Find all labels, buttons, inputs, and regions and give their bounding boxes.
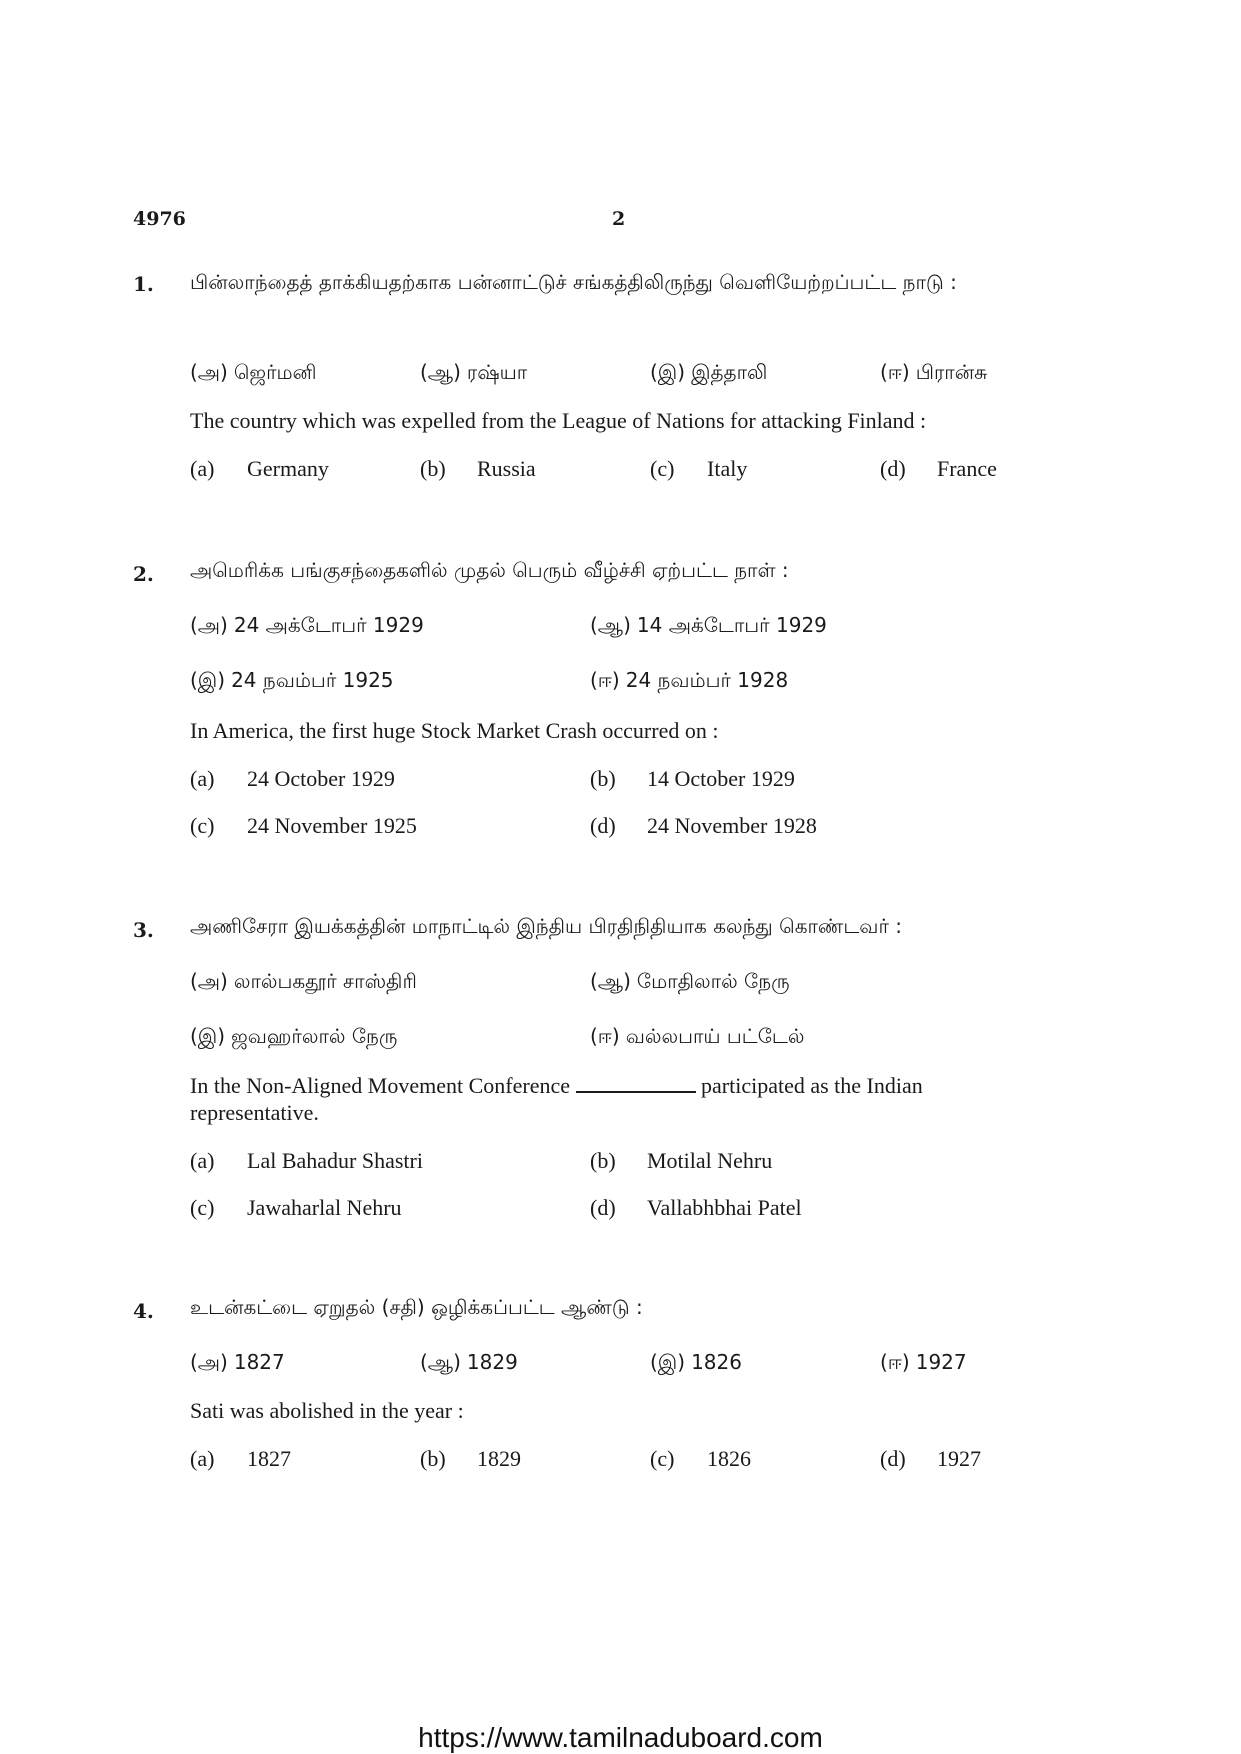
option-tamil-b: (ஆ) 1829 <box>420 1350 518 1374</box>
option-tamil-d: (ஈ) பிரான்சு <box>880 360 988 384</box>
paper-code: 4976 <box>133 208 186 230</box>
question-number: 1. <box>133 272 154 296</box>
page-number: 2 <box>612 208 626 230</box>
question-text-english-line2: representative. <box>190 1100 319 1125</box>
option-tamil-b: (ஆ) மோதிலால் நேரு <box>590 969 790 993</box>
question-text-tamil: அணிசேரா இயக்கத்தின் மாநாட்டில் இந்திய பிரதிநிதியாக கலந்து கொண்டவர் : <box>190 914 902 938</box>
option-english-a: (a) Lal Bahadur Shastri <box>190 1148 423 1173</box>
option-english-d: (d) France <box>880 456 997 481</box>
option-english-d: (d) 24 November 1928 <box>590 813 817 838</box>
option-tamil-d: (ஈ) 1927 <box>880 1350 967 1374</box>
question-number: 4. <box>133 1299 154 1323</box>
option-english-b: (b) 14 October 1929 <box>590 766 795 791</box>
option-english-b: (b) Russia <box>420 456 536 481</box>
option-tamil-b: (ஆ) ரஷ்யா <box>420 360 528 384</box>
option-english-a: (a) Germany <box>190 456 329 481</box>
option-english-c: (c) Jawaharlal Nehru <box>190 1195 402 1220</box>
option-english-b: (b) Motilal Nehru <box>590 1148 773 1173</box>
question-text-english: The country which was expelled from the League of Nations for attacking Finland : <box>190 408 927 433</box>
option-tamil-c: (இ) 24 நவம்பர் 1925 <box>190 668 394 692</box>
option-english-c: (c) 1826 <box>650 1446 751 1471</box>
option-tamil-a: (அ) லால்பகதூர் சாஸ்திரி <box>190 969 417 993</box>
option-tamil-c: (இ) ஜவஹர்லால் நேரு <box>190 1024 398 1048</box>
option-english-a: (a) 1827 <box>190 1446 291 1471</box>
option-tamil-d: (ஈ) வல்லபாய் பட்டேல் <box>590 1024 805 1048</box>
question-number: 2. <box>133 562 154 586</box>
option-english-d: (d) Vallabhbhai Patel <box>590 1195 802 1220</box>
option-english-d: (d) 1927 <box>880 1446 981 1471</box>
option-tamil-c: (இ) 1826 <box>650 1350 742 1374</box>
question-number: 3. <box>133 918 154 942</box>
option-tamil-c: (இ) இத்தாலி <box>650 360 768 384</box>
question-text-english: In the Non-Aligned Movement Conference participated as the Indian <box>190 1073 923 1098</box>
option-tamil-a: (அ) ஜெர்மனி <box>190 360 317 384</box>
question-text-english: In America, the first huge Stock Market Crash occurred on : <box>190 718 719 743</box>
question-text-tamil: பின்லாந்தைத் தாக்கியதற்காக பன்னாட்டுச் சங்கத்திலிருந்து வெளியேற்றப்பட்ட நாடு : <box>190 270 957 294</box>
question-text-tamil: உடன்கட்டை ஏறுதல் (சதி) ஒழிக்கப்பட்ட ஆண்டு : <box>190 1295 643 1319</box>
option-english-c: (c) Italy <box>650 456 748 481</box>
fill-in-blank <box>576 1073 696 1093</box>
question-text-english: Sati was abolished in the year : <box>190 1398 464 1423</box>
question-text-tamil: அமெரிக்க பங்குசந்தைகளில் முதல் பெரும் வீழ்ச்சி ஏற்பட்ட நாள் : <box>190 558 789 582</box>
option-english-b: (b) 1829 <box>420 1446 521 1471</box>
option-tamil-b: (ஆ) 14 அக்டோபர் 1929 <box>590 613 827 637</box>
option-tamil-a: (அ) 24 அக்டோபர் 1929 <box>190 613 424 637</box>
footer-url[interactable]: https://www.tamilnaduboard.com <box>418 1722 823 1753</box>
option-tamil-d: (ஈ) 24 நவம்பர் 1928 <box>590 668 789 692</box>
option-english-a: (a) 24 October 1929 <box>190 766 395 791</box>
option-english-c: (c) 24 November 1925 <box>190 813 417 838</box>
option-tamil-a: (அ) 1827 <box>190 1350 285 1374</box>
